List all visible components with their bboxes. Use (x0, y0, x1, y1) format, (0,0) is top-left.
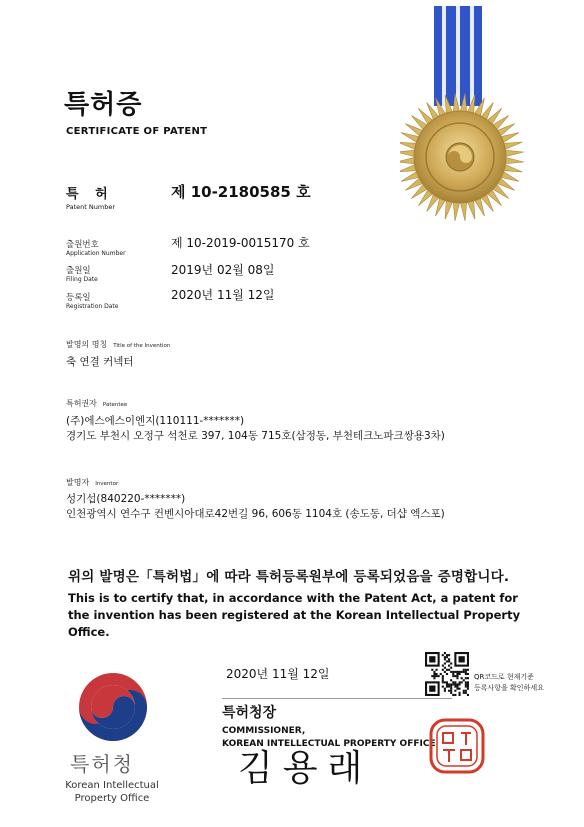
invention-title-value: 축 연결 커넥터 (66, 356, 134, 368)
certification-statement-ko: 위의 발명은「특허법」에 따라 특허등록원부에 등록되었음을 증명합니다. (68, 569, 510, 585)
commissioner-title: 특허청장 (222, 705, 277, 721)
inventor-label-en: Inventor (95, 481, 119, 487)
inventor-address: 인천광역시 연수구 컨벤시아대로42번길 96, 606동 1104호 (송도동, 더샵 엑스포) (66, 508, 445, 520)
application-number-label-en: Application Number (66, 250, 126, 257)
registration-date-label-en: Registration Date (66, 303, 119, 310)
patent-number-value: 제 10-2180585 호 (171, 183, 311, 201)
commissioner-signature: 김용래 (238, 748, 373, 789)
inventor-label (66, 477, 118, 488)
certificate-title: 특허증 (64, 90, 143, 120)
gold-medal-seal (400, 0, 540, 225)
invention-title-label (66, 339, 170, 350)
filing-date-value: 2019년 02월 08일 (171, 263, 275, 277)
filing-date-label-en: Filing Date (66, 276, 98, 283)
qr-instructions-line2: 등록사항을 확인하세요 (474, 684, 544, 692)
application-number-value: 제 10-2019-0015170 호 (171, 236, 310, 250)
kipo-logo (74, 668, 152, 746)
registration-date-value: 2020년 11월 12일 (171, 288, 275, 302)
patentee-label-ko: 특허권자 (66, 399, 97, 408)
patent-number-label: 특 허 (66, 187, 114, 202)
official-red-seal (428, 717, 486, 775)
patentee-label-en: Patentee (102, 402, 128, 408)
kipo-logo-text-en-line1: Korean Intellectual (65, 780, 159, 791)
qr-instructions-line1: QR코드로 현재기준 (474, 673, 534, 681)
issue-date: 2020년 11월 12일 (226, 667, 330, 681)
ribbon (434, 6, 482, 106)
kipo-logo-text: 특허청 (70, 752, 134, 776)
commissioner-title-en-line2: KOREAN INTELLECTUAL PROPERTY OFFICE (222, 739, 436, 749)
certificate-title-en: CERTIFICATE OF PATENT (66, 126, 208, 137)
divider (222, 698, 452, 699)
registration-date-label: 등록일 (66, 293, 91, 303)
patentee-label (66, 398, 127, 409)
kipo-logo-text-en (62, 779, 162, 805)
certification-statement-en: This is to certify that, in accordance with the Patent Act, a patent for the invention has been registered at the Korean Intellectual Property Office. (68, 591, 521, 639)
qr-code[interactable] (425, 652, 469, 696)
commissioner-title-en-line1: COMMISSIONER, (222, 726, 306, 736)
application-number-label: 출원번호 (66, 240, 99, 250)
qr-instructions (474, 672, 544, 694)
filing-date-label: 출원일 (66, 266, 91, 276)
patentee-name: (주)에스에스이엔지(110111-*******) (66, 415, 245, 427)
kipo-logo-text-en-line2: Property Office (74, 793, 150, 804)
invention-title-label-ko: 발명의 명칭 (66, 340, 108, 349)
patent-number-label-en: Patent Number (66, 203, 116, 211)
patentee-address: 경기도 부천시 오정구 석천로 397, 104동 715호(삼정동, 부천테크노파크쌍용3차) (66, 430, 445, 442)
invention-title-label-en: Title of the Invention (113, 343, 171, 349)
inventor-name: 성기섭(840220-*******) (66, 493, 186, 505)
inventor-label-ko: 발명자 (66, 478, 90, 487)
